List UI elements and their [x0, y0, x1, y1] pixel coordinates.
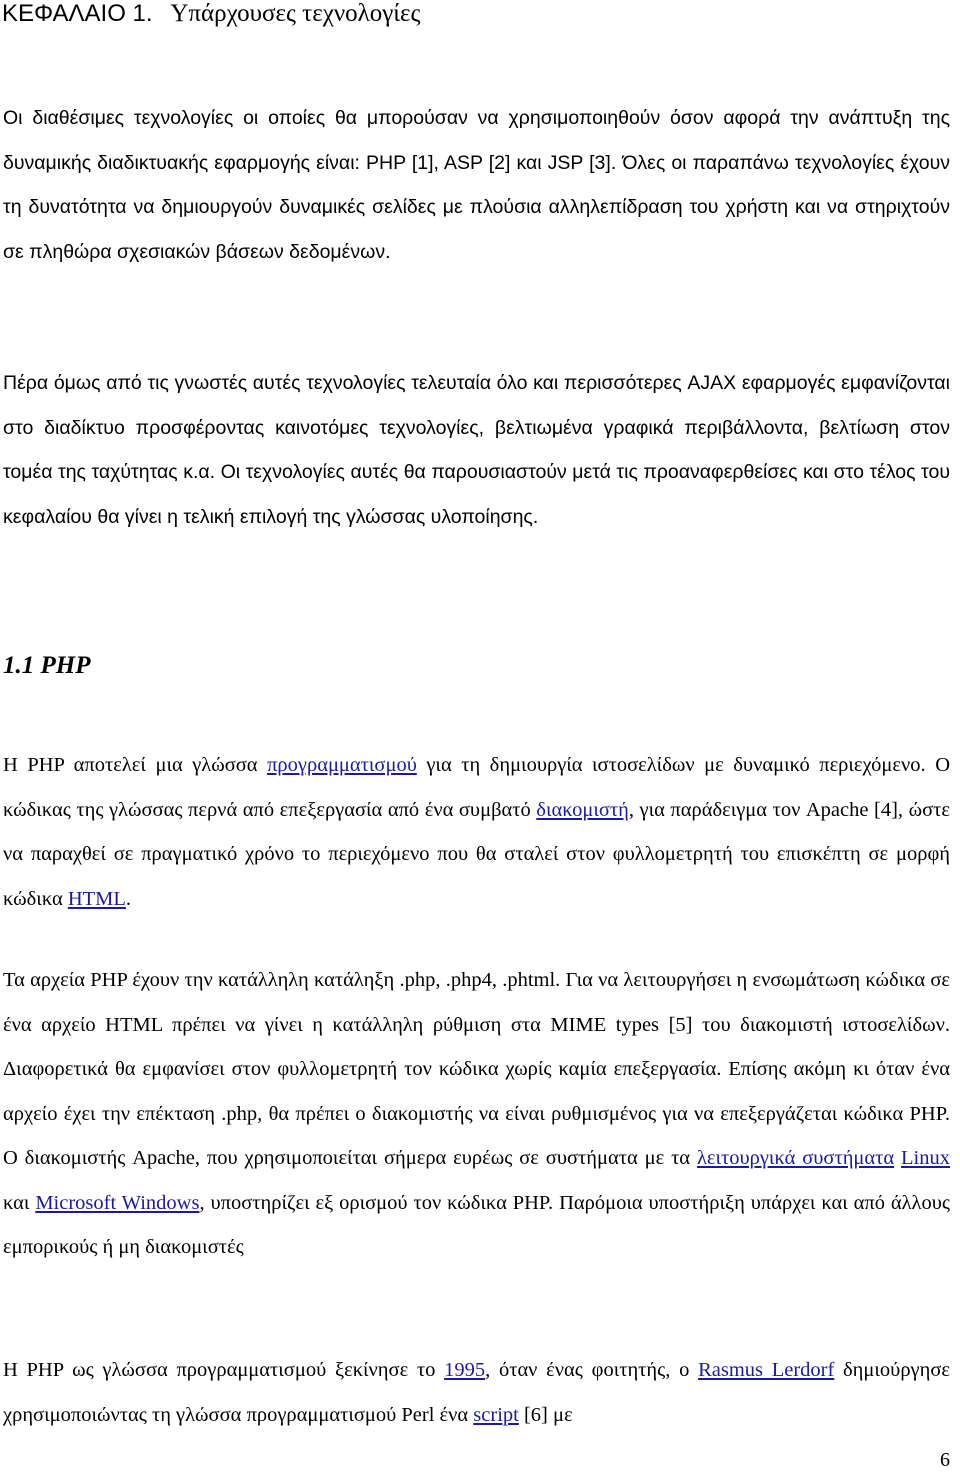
text-segment: , όταν ένας φοιτητής, ο [485, 1359, 699, 1381]
link-microsoft-windows[interactable]: Microsoft Windows [35, 1191, 200, 1214]
chapter-label: ΚΕΦΑΛΑΙΟ 1. [2, 0, 153, 27]
link-1995[interactable]: 1995 [444, 1359, 486, 1381]
paragraph-php-files [3, 958, 950, 1270]
text-segment [894, 1147, 901, 1169]
text-segment: Τα αρχεία PHP έχουν την κατάλληλη κατάληξη .php, .php4, .phtml. Για να λειτουργήσει η ενσωμάτωση κώδικα σε ένα αρχείο HTML πρέπει να γίνει η κατάλληλη ρύθμιση στα MIME types [5] του διακομιστή ιστοσελίδων. Διαφορετικά θα εμφανίσει στον φυλλομετρητή τον κώδικα χωρίς καμία επεξεργασία. Επίσης ακόμη κι όταν ένα αρχείο έχει την επέκταση .php, θα πρέπει ο διακομιστής να είναι ρυθμισμένος για να επεξεργάζεται κώδικα PHP. Ο διακομιστής Apache, που χρησιμοποιείται σήμερα ευρέως σε συστήματα με τα [3, 969, 950, 1169]
text-segment: δημιούργησε χρησιμοποιώντας τη γλώσσα προγραμματισμού Perl ένα [3, 1359, 950, 1426]
text-segment: Η PHP αποτελεί μια γλώσσα [3, 754, 268, 776]
text-segment: για τη δημιουργία ιστοσελίδων με δυναμικό περιεχόμενο. Ο κώδικας της γλώσσας περνά από επεξεργασία από ένα συμβατό [3, 754, 950, 821]
paragraph-php-intro [3, 743, 950, 921]
link-programming[interactable]: προγραμματισμού [267, 754, 417, 776]
text-segment: . [125, 887, 132, 910]
text-segment: , υποστηρίζει εξ ορισμού τον κώδικα PHP. Παρόμοια υποστήριξη υπάρχει και από άλλους εμπορικούς ή μη διακομιστές [3, 1191, 951, 1258]
text-segment: , για παράδειγμα τον Apache [4], ώστε να παραχθεί σε πραγματικό χρόνο το περιεχόμενο που θα σταλεί στον φυλλομετρητή του επισκέπτη σε μορφή κώδικα [3, 798, 950, 910]
chapter-title [2, 0, 420, 30]
link-operating-systems[interactable]: λειτουργικά συστήματα [696, 1147, 895, 1169]
text-segment: και [3, 1191, 36, 1214]
link-script[interactable]: script [473, 1403, 519, 1426]
section-heading: 1.1 PHP [3, 652, 91, 679]
paragraph-ajax: Πέρα όμως από τις γνωστές αυτές τεχνολογίες τελευταία όλο και περισσότερες AJAX εφαρμογές εμφανίζονται στο διαδίκτυο προσφέροντας καινοτόμες τεχνολογίες, βελτιωμένα γραφικά περιβάλλοντα, βελτίωση στον τομέα της ταχύτητας κ.α. Οι τεχνολογίες αυτές θα παρουσιαστούν μετά τις προαναφερθείσες και στο τέλος του κεφαλαίου θα γίνει η τελική επιλογή της γλώσσας υλοποίησης. [3, 372, 950, 528]
paragraph-php-history [3, 1348, 950, 1437]
link-server[interactable]: διακομιστή [536, 798, 629, 821]
link-html[interactable]: HTML [67, 887, 126, 910]
link-rasmus-lerdorf[interactable]: Rasmus Lerdorf [698, 1359, 835, 1381]
text-segment: [6] με [518, 1403, 573, 1426]
page-number: 6 [940, 1449, 950, 1471]
link-linux[interactable]: Linux [901, 1147, 950, 1169]
chapter-name: Υπάρχουσες τεχνολογίες [170, 0, 421, 27]
text-segment: Η PHP ως γλώσσα προγραμματισμού ξεκίνησε το [3, 1359, 445, 1381]
paragraph-available-technologies: Οι διαθέσιμες τεχνολογίες οι οποίες θα μπορούσαν να χρησιμοποιηθούν όσον αφορά την ανάπτυξη της δυναμικής διαδικτυακής εφαρμογής είναι: PHP [1], ASP [2] και JSP [3]. Όλες οι παραπάνω τεχνολογίες έχουν τη δυνατότητα να δημιουργούν δυναμικές σελίδες με πλούσια αλληλεπίδραση του χρήστη και να στηριχτούν σε πληθώρα σχεσιακών βάσεων δεδομένων. [3, 107, 950, 263]
